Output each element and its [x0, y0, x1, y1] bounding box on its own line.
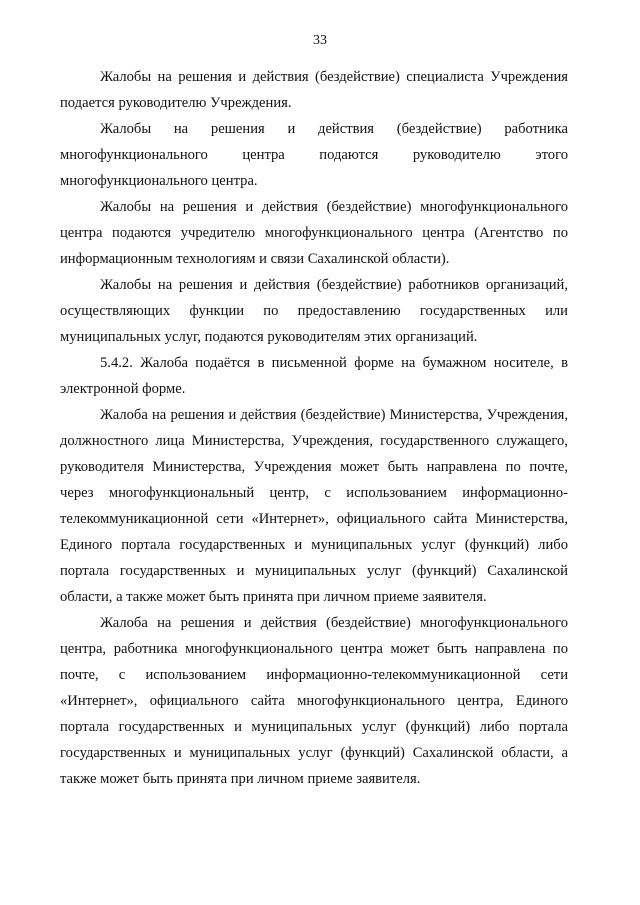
- paragraph-7: Жалоба на решения и действия (бездействие) многофункционального центра, работника многофункционального центра может быть направлена по почте, с использованием информационно-телекоммуникационной сети «Интернет», официального сайта многофункционального центра, Единого портала государственных и муниципальных услуг (функций) либо портала государственных и муниципальных услуг (функций) Сахалинской области, а также может быть принята при личном приеме заявителя.: [60, 615, 568, 787]
- paragraph-5: 5.4.2. Жалоба подаётся в письменной форме на бумажном носителе, в электронной форме.: [60, 355, 568, 397]
- page-number: 33: [313, 33, 327, 48]
- paragraph-1: Жалобы на решения и действия (бездействие) специалиста Учреждения подается руководителю Учреждения.: [60, 69, 568, 111]
- paragraph-6: Жалоба на решения и действия (бездействие) Министерства, Учреждения, должностного лица Министерства, Учреждения, государственного служащего, руководителя Министерства, Учреждения может быть направлена по почте, через многофункциональный центр, с использованием информационно-телекоммуникационной сети «Интернет», официального сайта Министерства, Единого портала государственных и муниципальных услуг (функций) либо портала государственных и муниципальных услуг (функций) Сахалинской области, а также может быть принята при личном приеме заявителя.: [60, 407, 568, 605]
- document-body: [60, 64, 568, 792]
- paragraph-2: Жалобы на решения и действия (бездействие) работника многофункционального центра подаются руководителю этого многофункционального центра.: [60, 121, 568, 189]
- paragraph-3: Жалобы на решения и действия (бездействие) многофункционального центра подаются учредителю многофункционального центра (Агентство по информационным технологиям и связи Сахалинской области).: [60, 199, 568, 267]
- paragraph-4: Жалобы на решения и действия (бездействие) работников организаций, осуществляющих функции по предоставлению государственных или муниципальных услуг, подаются руководителям этих организаций.: [60, 277, 568, 345]
